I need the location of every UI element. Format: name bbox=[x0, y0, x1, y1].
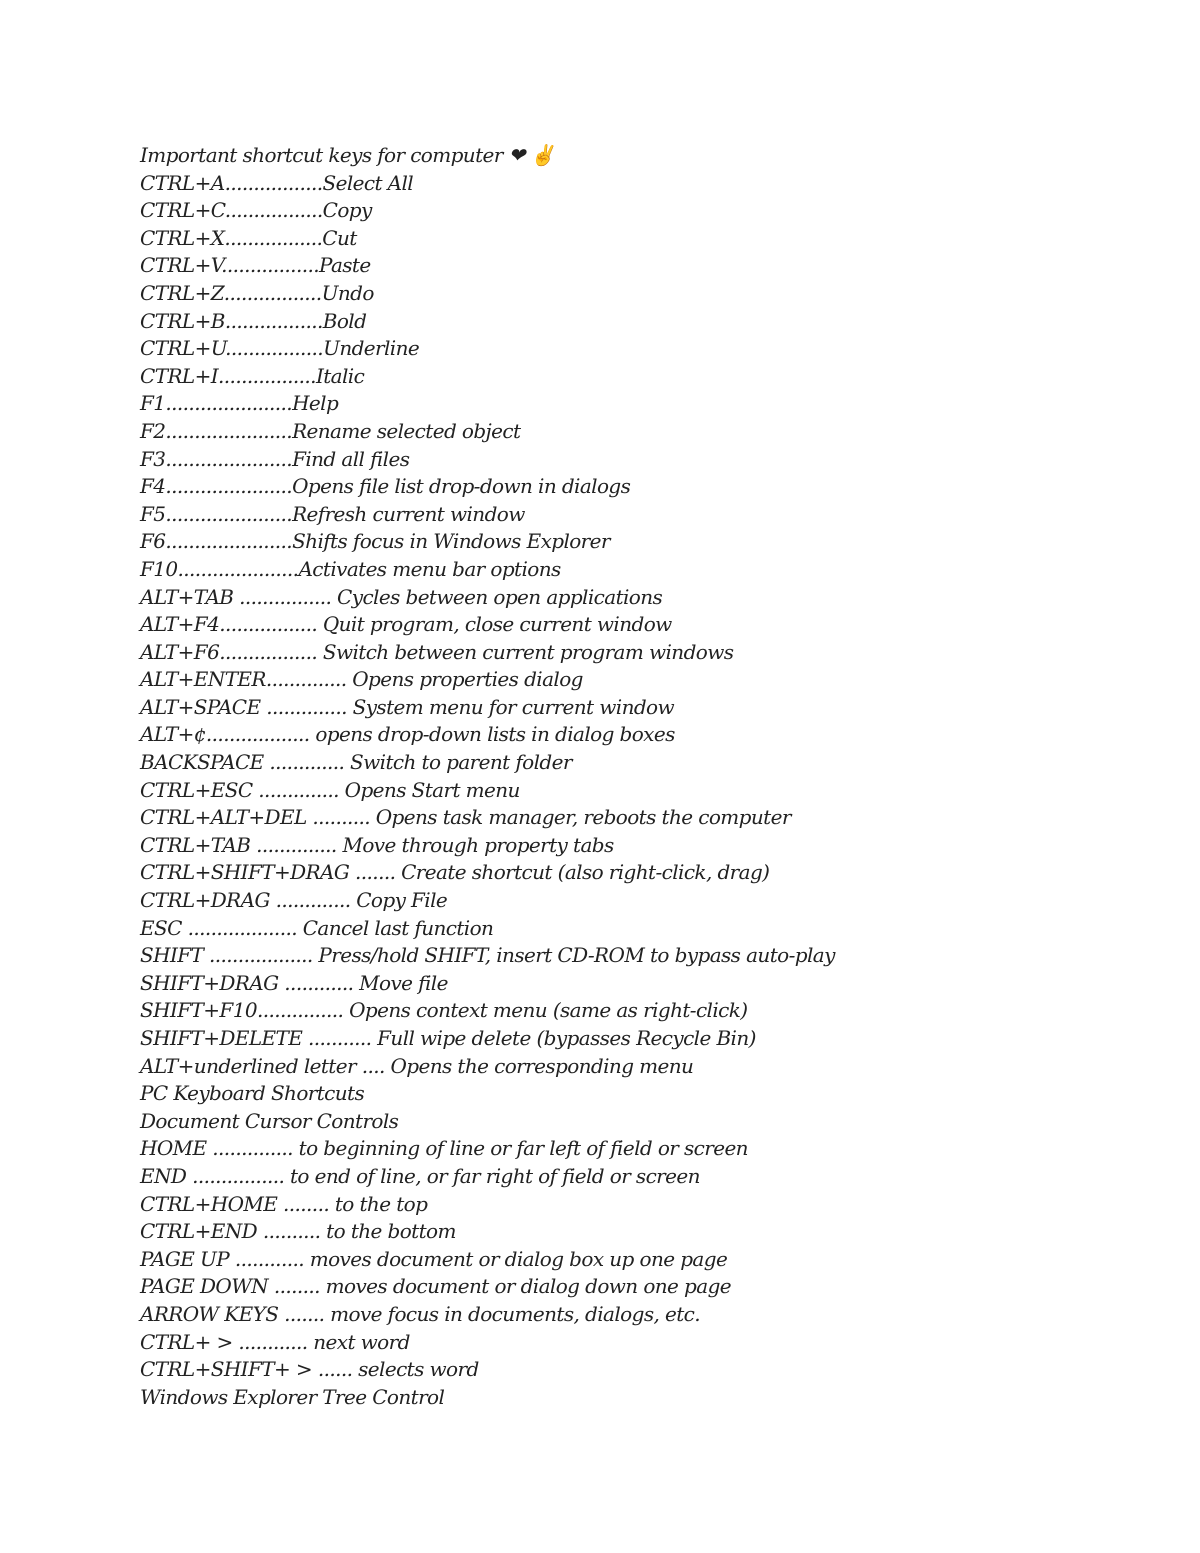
shortcut-key: ARROW KEYS bbox=[140, 1301, 279, 1326]
shortcut-key: PAGE UP bbox=[140, 1246, 230, 1271]
dot-leader: ........ bbox=[268, 1274, 320, 1299]
dot-leader: ................. bbox=[224, 198, 323, 223]
dot-leader: ................. bbox=[225, 336, 324, 361]
dot-leader: .............. bbox=[252, 777, 339, 802]
shortcut-key: CTRL+ > bbox=[140, 1329, 233, 1354]
shortcut-description: Opens Start menu bbox=[338, 777, 520, 802]
shortcut-description: Create shortcut (also right-click, drag) bbox=[395, 860, 770, 885]
shortcut-description: Shifts focus in Windows Explorer bbox=[292, 529, 610, 554]
shortcut-entry bbox=[140, 721, 1040, 749]
shortcut-key: SHIFT bbox=[140, 943, 204, 968]
shortcut-key: F3 bbox=[140, 446, 166, 471]
shortcut-description: Copy File bbox=[350, 888, 448, 913]
shortcut-key: CTRL+ESC bbox=[140, 777, 253, 802]
shortcut-description: Opens the corresponding menu bbox=[384, 1053, 694, 1078]
shortcut-key: BACKSPACE bbox=[140, 750, 264, 775]
shortcut-entry bbox=[140, 528, 1040, 556]
shortcut-description: Switch to parent folder bbox=[344, 750, 572, 775]
shortcut-entry bbox=[140, 804, 1040, 832]
shortcut-entry bbox=[140, 252, 1040, 280]
dot-leader: .......... bbox=[306, 805, 370, 830]
dot-leader: ...................... bbox=[165, 446, 293, 471]
dot-leader: ................... bbox=[181, 915, 297, 940]
shortcut-key: F6 bbox=[140, 529, 166, 554]
shortcut-key: CTRL+END bbox=[140, 1219, 258, 1244]
shortcut-entry bbox=[140, 1356, 1040, 1384]
heading-windows-explorer-tree-control: Windows Explorer Tree Control bbox=[140, 1384, 445, 1409]
shortcut-key: ALT+underlined letter bbox=[140, 1053, 356, 1078]
dot-leader: ............. bbox=[263, 750, 345, 775]
shortcut-description: moves document or dialog box up one page bbox=[303, 1246, 728, 1271]
shortcut-key: ALT+TAB bbox=[140, 584, 234, 609]
shortcut-entry bbox=[140, 280, 1040, 308]
shortcut-description: Press/hold SHIFT, insert CD-ROM to bypass auto-play bbox=[312, 943, 835, 968]
shortcut-entry bbox=[140, 501, 1040, 529]
shortcut-entry bbox=[140, 225, 1040, 253]
shortcut-description: System menu for current window bbox=[346, 694, 675, 719]
shortcut-key: CTRL+A bbox=[140, 170, 225, 195]
shortcut-entry bbox=[140, 694, 1040, 722]
dot-leader: ................. bbox=[218, 363, 316, 388]
shortcut-description: Quit program, close current window bbox=[317, 612, 672, 637]
shortcut-description: to the bottom bbox=[320, 1219, 456, 1244]
dot-leader: ....... bbox=[278, 1301, 325, 1326]
shortcut-entry bbox=[140, 915, 1040, 943]
shortcut-description: Paste bbox=[318, 253, 371, 278]
shortcut-description: Move file bbox=[353, 970, 448, 995]
dot-leader: ...................... bbox=[165, 391, 293, 416]
dot-leader: ................ bbox=[186, 1163, 285, 1188]
dot-leader: ............ bbox=[278, 970, 354, 995]
shortcut-key: CTRL+HOME bbox=[140, 1191, 278, 1216]
shortcut-key: CTRL+SHIFT+ > bbox=[140, 1357, 313, 1382]
shortcut-description: Opens task manager, reboots the computer bbox=[370, 805, 791, 830]
dot-leader: ...................... bbox=[165, 529, 293, 554]
shortcut-entry bbox=[140, 749, 1040, 777]
shortcut-description: Move through property tabs bbox=[336, 832, 614, 857]
shortcut-list bbox=[140, 170, 1040, 1081]
shortcut-key: END bbox=[140, 1163, 187, 1188]
dot-leader: ...................... bbox=[165, 418, 293, 443]
shortcut-entry bbox=[140, 556, 1040, 584]
shortcut-entry bbox=[140, 1025, 1040, 1053]
heading-document-cursor-controls: Document Cursor Controls bbox=[140, 1108, 399, 1133]
shortcut-entry bbox=[140, 1218, 1040, 1246]
dot-leader: ................. bbox=[224, 225, 323, 250]
shortcut-description: move focus in documents, dialogs, etc. bbox=[324, 1301, 701, 1326]
dot-leader: ............ bbox=[229, 1246, 304, 1271]
shortcut-entry bbox=[140, 1135, 1040, 1163]
shortcut-key: CTRL+Z bbox=[140, 280, 224, 305]
shortcut-description: Refresh current window bbox=[292, 501, 525, 526]
shortcut-entry bbox=[140, 1246, 1040, 1274]
dot-leader: .............. bbox=[260, 694, 347, 719]
shortcut-description: Opens context menu (same as right-click) bbox=[343, 998, 748, 1023]
shortcut-key: F4 bbox=[140, 474, 166, 499]
shortcut-key: CTRL+U bbox=[140, 336, 226, 361]
dot-leader: .............. bbox=[250, 832, 337, 857]
dot-leader: ............ bbox=[232, 1329, 308, 1354]
dot-leader: .... bbox=[355, 1053, 385, 1078]
shortcut-entry bbox=[140, 170, 1040, 198]
document-body bbox=[140, 142, 1040, 1411]
shortcut-key: SHIFT+DRAG bbox=[140, 970, 279, 995]
heading-pc-keyboard-shortcuts: PC Keyboard Shortcuts bbox=[140, 1081, 365, 1106]
dot-leader: ................. bbox=[224, 170, 323, 195]
shortcut-key: CTRL+V bbox=[140, 253, 222, 278]
shortcut-description: Bold bbox=[322, 308, 367, 333]
shortcut-entry bbox=[140, 335, 1040, 363]
shortcut-description: Help bbox=[292, 391, 339, 416]
shortcut-entry bbox=[140, 777, 1040, 805]
shortcut-entry bbox=[140, 666, 1040, 694]
cursor-control-list bbox=[140, 1135, 1040, 1383]
shortcut-description: next word bbox=[307, 1329, 410, 1354]
shortcut-key: CTRL+X bbox=[140, 225, 225, 250]
shortcut-entry bbox=[140, 308, 1040, 336]
shortcut-key: CTRL+C bbox=[140, 198, 225, 223]
shortcut-description: selects word bbox=[352, 1357, 479, 1382]
dot-leader: ........... bbox=[302, 1026, 372, 1050]
shortcut-entry bbox=[140, 1273, 1040, 1301]
shortcut-description: Opens properties dialog bbox=[346, 667, 583, 692]
shortcut-entry bbox=[140, 390, 1040, 418]
shortcut-entry bbox=[140, 1329, 1040, 1357]
shortcut-entry bbox=[140, 887, 1040, 915]
shortcut-description: Opens file list drop-down in dialogs bbox=[292, 474, 631, 499]
dot-leader: .................. bbox=[203, 943, 313, 968]
shortcut-entry bbox=[140, 584, 1040, 612]
shortcut-description: to beginning of line or far left of field or screen bbox=[292, 1136, 748, 1161]
shortcut-key: F1 bbox=[140, 391, 166, 416]
shortcut-description: Select All bbox=[322, 170, 414, 195]
shortcut-key: ESC bbox=[140, 915, 182, 940]
shortcut-entry bbox=[140, 473, 1040, 501]
shortcut-description: Cut bbox=[322, 225, 357, 250]
shortcut-key: SHIFT+DELETE bbox=[140, 1026, 303, 1050]
shortcut-entry bbox=[140, 942, 1040, 970]
shortcut-key: CTRL+B bbox=[140, 308, 225, 333]
shortcut-key: F5 bbox=[140, 501, 166, 526]
dot-leader: ................. bbox=[221, 253, 319, 278]
shortcut-key: ALT+ENTER bbox=[140, 667, 266, 692]
shortcut-entry bbox=[140, 1191, 1040, 1219]
dot-leader: ................ bbox=[233, 584, 332, 609]
shortcut-description: Full wipe delete (bypasses Recycle Bin) bbox=[371, 1026, 756, 1050]
shortcut-key: F10 bbox=[140, 556, 178, 581]
shortcut-entry bbox=[140, 859, 1040, 887]
shortcut-description: Activates menu bar options bbox=[298, 556, 561, 581]
document-title: Important shortcut keys for computer ❤ ✌ bbox=[140, 143, 555, 167]
shortcut-description: to the top bbox=[329, 1191, 428, 1216]
shortcut-entry bbox=[140, 639, 1040, 667]
shortcut-description: Undo bbox=[321, 280, 374, 305]
dot-leader: ........ bbox=[277, 1191, 330, 1216]
shortcut-entry bbox=[140, 970, 1040, 998]
shortcut-description: Switch between current program windows bbox=[317, 639, 734, 664]
shortcut-description: Copy bbox=[322, 198, 372, 223]
shortcut-key: CTRL+SHIFT+DRAG bbox=[140, 860, 350, 885]
shortcut-key: CTRL+DRAG bbox=[140, 888, 270, 913]
dot-leader: ............... bbox=[256, 998, 344, 1023]
dot-leader: ................. bbox=[223, 280, 322, 305]
shortcut-description: to end of line, or far right of field or screen bbox=[284, 1163, 700, 1188]
shortcut-key: HOME bbox=[140, 1136, 207, 1161]
shortcut-key: SHIFT+F10 bbox=[140, 998, 257, 1023]
shortcut-entry bbox=[140, 1301, 1040, 1329]
shortcut-entry bbox=[140, 1163, 1040, 1191]
shortcut-key: CTRL+TAB bbox=[140, 832, 251, 857]
shortcut-key: PAGE DOWN bbox=[140, 1274, 269, 1299]
shortcut-key: ALT+SPACE bbox=[140, 694, 261, 719]
dot-leader: .............. bbox=[265, 667, 347, 692]
shortcut-description: Rename selected object bbox=[292, 418, 521, 443]
shortcut-entry bbox=[140, 1053, 1040, 1081]
dot-leader: ................. bbox=[224, 308, 323, 333]
dot-leader: ...................... bbox=[165, 474, 293, 499]
shortcut-description: Find all files bbox=[292, 446, 410, 471]
dot-leader: ................. bbox=[219, 639, 318, 664]
shortcut-key: ALT+¢ bbox=[140, 722, 206, 747]
shortcut-description: Cancel last function bbox=[296, 915, 494, 940]
dot-leader: ................. bbox=[219, 612, 318, 637]
dot-leader: .................. bbox=[205, 722, 310, 747]
shortcut-key: ALT+F4 bbox=[140, 612, 220, 637]
dot-leader: .......... bbox=[257, 1219, 321, 1244]
shortcut-entry bbox=[140, 997, 1040, 1025]
shortcut-key: ALT+F6 bbox=[140, 639, 220, 664]
shortcut-description: Cycles between open applications bbox=[331, 584, 663, 609]
shortcut-key: CTRL+I bbox=[140, 363, 219, 388]
shortcut-description: Italic bbox=[315, 363, 365, 388]
shortcut-entry bbox=[140, 363, 1040, 391]
dot-leader: .............. bbox=[206, 1136, 293, 1161]
dot-leader: ............. bbox=[269, 888, 351, 913]
shortcut-description: opens drop-down lists in dialog boxes bbox=[309, 722, 675, 747]
shortcut-entry bbox=[140, 197, 1040, 225]
shortcut-entry bbox=[140, 418, 1040, 446]
dot-leader: ....... bbox=[349, 860, 396, 885]
dot-leader: ..................... bbox=[177, 556, 299, 581]
shortcut-key: F2 bbox=[140, 418, 166, 443]
shortcut-description: Underline bbox=[323, 336, 420, 361]
dot-leader: ...... bbox=[312, 1357, 353, 1382]
shortcut-entry bbox=[140, 611, 1040, 639]
dot-leader: ...................... bbox=[165, 501, 293, 526]
shortcut-entry bbox=[140, 446, 1040, 474]
shortcut-description: moves document or dialog down one page bbox=[319, 1274, 732, 1299]
shortcut-key: CTRL+ALT+DEL bbox=[140, 805, 307, 830]
shortcut-entry bbox=[140, 832, 1040, 860]
